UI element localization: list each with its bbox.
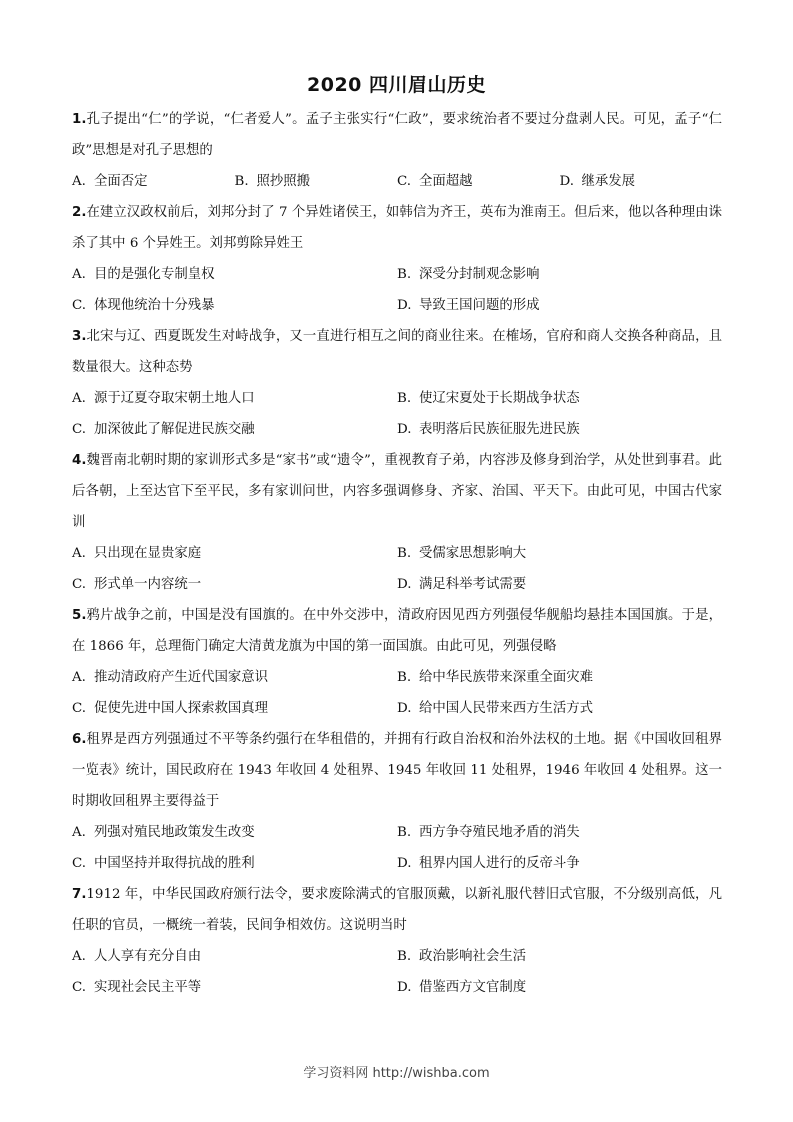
question-stem [72, 321, 722, 383]
option-b [397, 941, 722, 972]
option-text: 推动清政府产生近代国家意识 [94, 670, 269, 685]
option-text: 给中华民族带来深重全面灾难 [419, 670, 594, 685]
option-letter: D. [397, 980, 412, 995]
option-c [72, 569, 397, 600]
option-text: 表明落后民族征服先进民族 [419, 422, 580, 437]
option-a [72, 383, 397, 414]
option-letter: B. [234, 174, 249, 189]
question-number: 3. [72, 329, 87, 344]
option-a [72, 662, 397, 693]
option-letter: A. [72, 825, 86, 840]
question-number: 1. [72, 112, 87, 127]
option-text: 中国坚持并取得抗战的胜利 [94, 856, 255, 871]
option-text: 实现社会民主平等 [94, 980, 202, 995]
option-letter: D. [397, 856, 412, 871]
option-letter: C. [72, 701, 87, 716]
option-letter: D. [397, 701, 412, 716]
option-d [397, 414, 722, 445]
question-3 [72, 321, 722, 445]
option-text: 照抄照搬 [256, 174, 311, 189]
option-text: 西方争夺殖民地矛盾的消失 [419, 825, 580, 840]
option-letter: D. [397, 422, 412, 437]
options-grid [72, 538, 722, 600]
question-1 [72, 104, 722, 197]
option-c [72, 414, 397, 445]
option-letter: A. [72, 546, 86, 561]
question-text: 1912 年，中华民国政府颁行法令，要求废除满式的官服顶戴，以新礼服代替旧式官服，不分级别高低，凡任职的官员，一概统一着装，民间争相效仿。这说明当时 [72, 887, 722, 933]
options-grid [72, 259, 722, 321]
option-letter: C. [72, 856, 87, 871]
option-text: 加深彼此了解促进民族交融 [94, 422, 255, 437]
option-b [397, 538, 722, 569]
question-text: 在建立汉政权前后，刘邦分封了 7 个异姓诸侯王，如韩信为齐王，英布为淮南王。但后来，他以各种理由诛杀了其中 6 个异姓王。刘邦剪除异姓王 [72, 205, 722, 251]
option-d [397, 693, 722, 724]
question-number: 5. [72, 608, 87, 623]
option-letter: B. [397, 267, 412, 282]
option-letter: C. [72, 577, 87, 592]
option-letter: B. [397, 391, 412, 406]
option-d [397, 848, 722, 879]
question-5 [72, 600, 722, 724]
option-letter: C. [72, 298, 87, 313]
option-d [560, 166, 723, 197]
question-text: 魏晋南北朝时期的家训形式多是“家书”或“遗令”，重视教育子弟，内容涉及修身到治学，从处世到事君。此后各朝，上至达官下至平民，多有家训问世，内容多强调修身、齐家、治国、平天下。由此可见，中国古代家训 [72, 453, 722, 530]
option-text: 使辽宋夏处于长期战争状态 [419, 391, 580, 406]
option-a [72, 941, 397, 972]
option-a [72, 259, 397, 290]
question-7 [72, 879, 722, 1003]
question-stem [72, 104, 722, 166]
option-b [397, 259, 722, 290]
option-letter: C. [72, 980, 87, 995]
option-text: 人人享有充分自由 [94, 949, 202, 964]
option-letter: A. [72, 267, 86, 282]
option-text: 受儒家思想影响大 [419, 546, 527, 561]
question-stem [72, 600, 722, 662]
options-grid [72, 941, 722, 1003]
question-stem [72, 445, 722, 538]
question-6 [72, 724, 722, 879]
option-text: 满足科举考试需要 [419, 577, 527, 592]
option-c [72, 693, 397, 724]
option-c [72, 848, 397, 879]
option-text: 目的是强化专制皇权 [94, 267, 215, 282]
question-number: 7. [72, 887, 87, 902]
question-number: 4. [72, 453, 87, 468]
option-letter: A. [72, 670, 86, 685]
options-row [72, 166, 722, 197]
option-text: 全面否定 [94, 174, 148, 189]
option-text: 列强对殖民地政策发生改变 [94, 825, 255, 840]
question-list [72, 104, 722, 1003]
option-text: 租界内国人进行的反帝斗争 [419, 856, 580, 871]
option-letter: B. [397, 670, 412, 685]
option-text: 全面超越 [419, 174, 473, 189]
option-c [72, 290, 397, 321]
option-letter: A. [72, 949, 86, 964]
option-a [72, 166, 235, 197]
option-letter: D. [397, 577, 412, 592]
option-text: 只出现在显贵家庭 [94, 546, 202, 561]
option-letter: B. [397, 546, 412, 561]
question-2 [72, 197, 722, 321]
option-text: 促使先进中国人探索救国真理 [94, 701, 269, 716]
option-text: 源于辽夏夺取宋朝土地人口 [94, 391, 255, 406]
option-d [397, 290, 722, 321]
question-stem [72, 724, 722, 817]
option-text: 深受分封制观念影响 [419, 267, 540, 282]
option-letter: C. [397, 174, 412, 189]
option-text: 形式单一内容统一 [94, 577, 202, 592]
option-letter: A. [72, 174, 86, 189]
option-letter: A. [72, 391, 86, 406]
option-letter: D. [559, 174, 575, 189]
option-letter: B. [397, 825, 412, 840]
option-c [72, 972, 397, 1003]
options-grid [72, 383, 722, 445]
option-text: 体现他统治十分残暴 [94, 298, 215, 313]
option-a [72, 538, 397, 569]
option-b [397, 817, 722, 848]
question-text: 北宋与辽、西夏既发生对峙战争，又一直进行相互之间的商业往来。在榷场，官府和商人交换各种商品，且数量很大。这种态势 [72, 329, 722, 375]
question-4 [72, 445, 722, 600]
page-title: 2020 四川眉山历史 [307, 74, 486, 96]
options-grid [72, 817, 722, 879]
option-text: 继承发展 [581, 174, 636, 189]
option-text: 导致王国问题的形成 [419, 298, 540, 313]
question-text: 鸦片战争之前，中国是没有国旗的。在中外交涉中，清政府因见西方列强侵华舰船均悬挂本国国旗。于是，在 1866 年，总理衙门确定大清黄龙旗为中国的第一面国旗。由此可见，列强侵略 [72, 608, 722, 654]
option-letter: D. [397, 298, 412, 313]
option-letter: B. [397, 949, 412, 964]
footer-watermark: 学习资料网 http://wishba.com [303, 1066, 490, 1081]
option-c [397, 166, 560, 197]
question-stem [72, 197, 722, 259]
option-text: 政治影响社会生活 [419, 949, 527, 964]
option-text: 借鉴西方文官制度 [419, 980, 527, 995]
option-d [397, 972, 722, 1003]
option-b [235, 166, 398, 197]
question-text: 租界是西方列强通过不平等条约强行在华租借的，并拥有行政自治权和治外法权的土地。据《中国收回租界一览表》统计，国民政府在 1943 年收回 4 处租界、1945 年收回 11 处租界，1946 年收回 4 处租界。这一时期收回租界主要得益于 [72, 732, 722, 809]
question-text: 孔子提出“仁”的学说，“仁者爱人”。孟子主张实行“仁政”，要求统治者不要过分盘剥人民。可见，孟子“仁政”思想是对孔子思想的 [72, 112, 722, 158]
question-number: 6. [72, 732, 87, 747]
options-grid [72, 662, 722, 724]
option-a [72, 817, 397, 848]
option-b [397, 383, 722, 414]
option-b [397, 662, 722, 693]
option-letter: C. [72, 422, 87, 437]
option-text: 给中国人民带来西方生活方式 [419, 701, 594, 716]
option-d [397, 569, 722, 600]
question-stem [72, 879, 722, 941]
question-number: 2. [72, 205, 87, 220]
